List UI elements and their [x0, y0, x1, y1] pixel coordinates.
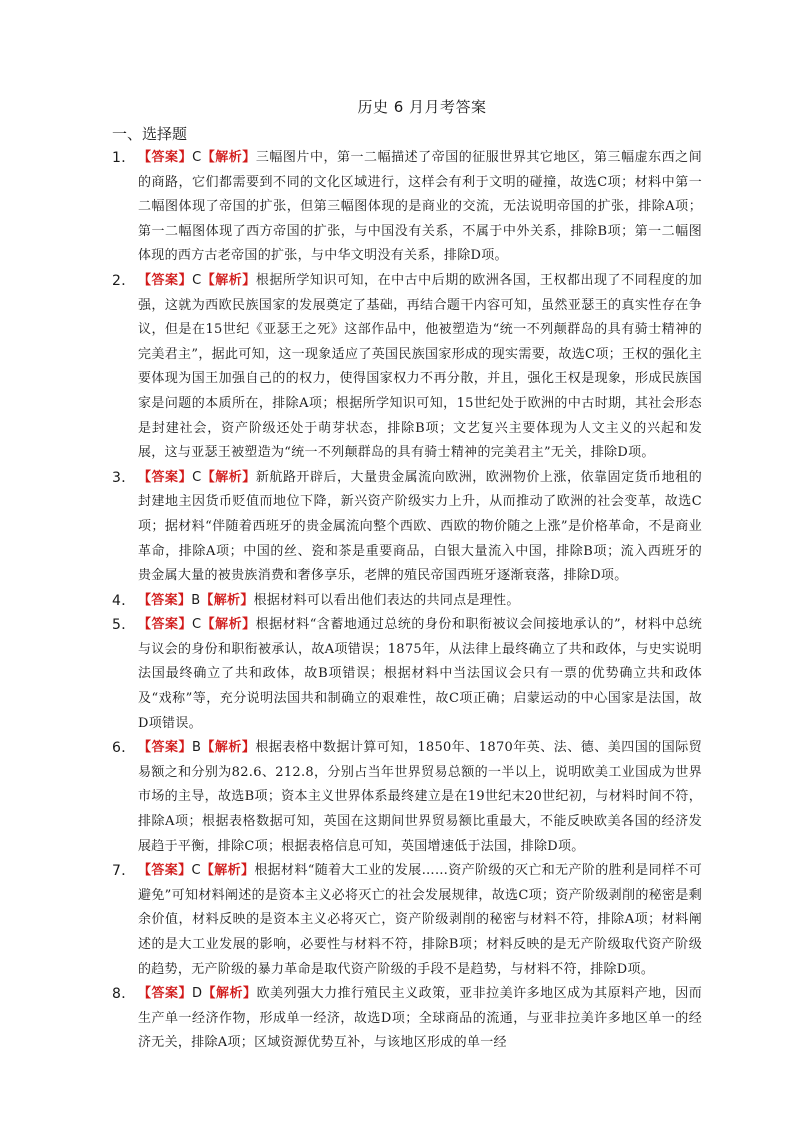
- answer-item: [112, 859, 702, 982]
- analysis-tag: 【解析】: [201, 272, 256, 288]
- answer-choice: C: [191, 863, 201, 879]
- analysis-text: 欧美列强大力推行殖民主义政策，亚非拉美许多地区成为其原料产地，因而生产单一经济作物，形成单一经济，故选D项；全球商品的流通，与亚非拉美许多地区单一的经济无关，排除A项；区域资源优势互补，与该地区形成的单一经: [138, 986, 703, 1051]
- answer-choice: C: [192, 150, 202, 165]
- analysis-tag: 【解析】: [200, 592, 254, 608]
- analysis-tag: 【解析】: [200, 863, 255, 879]
- answer-tag: 【答案】: [138, 469, 193, 485]
- analysis-tag: 【解析】: [201, 469, 256, 485]
- answer-item: [112, 613, 702, 736]
- question-number: 6．: [112, 740, 136, 757]
- question-number: 3．: [112, 469, 136, 486]
- question-number: 4．: [112, 592, 136, 609]
- analysis-text: 根据表格中数据计算可知，1850年、1870年英、法、德、美四国的国际贸易额之和分别为82.6、212.8，分别占当年世界贸易总额的一半以上，说明欧美工业国成为世界市场的主导，故选B项；资本主义世界体系最终建立是在19世纪末20世纪初，与材料时间不符，排除A项；根据表格数据可知，英国在这期间世界贸易额比重最大，不能反映欧美各国的经济发展趋于平衡，排除C项；根据表格信息可知，英国增速低于法国，排除D项。: [138, 740, 703, 854]
- section-heading: 一、选择题: [112, 125, 188, 143]
- analysis-text: 三幅图片中，第一二幅描述了帝国的征服世界其它地区，第三幅虚东西之间的商路，它们都需要到不同的文化区域进行，这样会有利于文明的碰撞，故选C项；材料中第一二幅图体现了帝国的扩张，但第三幅图体现的是商业的交流，无法说明帝国的扩张，排除A项；第一二幅图体现了西方帝国的扩张，与中国没有关系，不属于中外关系，排除B项；第一二幅图体现的西方古老帝国的扩张，与中华文明没有关系，排除D项。: [138, 150, 702, 264]
- analysis-text: 根据材料可以看出他们表达的共同点是理性。: [253, 592, 520, 608]
- answer-tag: 【答案】: [138, 863, 192, 879]
- answer-choice: D: [192, 986, 203, 1002]
- answer-tag: 【答案】: [138, 150, 193, 165]
- question-number: 5．: [112, 617, 136, 634]
- analysis-text: 根据材料“随着大工业的发展……资产阶级的灭亡和无产阶的胜利是同样不可避免”可知材料阐述的是资本主义必将灭亡的社会发展规律，故选C项；资产阶级剥削的秘密是剩余价值，材料反映的是资本主义必将灭亡，资产阶级剥削的秘密与材料不符，排除A项；材料阐述的是大工业发展的影响，必要性与材料不符，排除B项；材料反映的是无产阶级取代资产阶级的趋势，无产阶级的暴力革命是取代资产阶级的手段不是趋势，与材料不符，排除D项。: [138, 863, 703, 977]
- analysis-text: 根据所学知识可知，在中古中后期的欧洲各国，王权都出现了不同程度的加强，这就为西欧民族国家的发展奠定了基础，再结合题干内容可知，虽然亚瑟王的真实性存在争议，但是在15世纪《亚瑟王之死》这部作品中，他被塑造为“统一不列颠群岛的具有骑士精神的完美君主”，据此可知，这一现象适应了英国民族国家形成的现实需要，故选C项；王权的强化主要体现为国王加强自己的的权力，使得国家权力不再分散，并且，强化王权是现象，形成民族国家是问题的本质所在，排除A项；根据所学知识可知，15世纪处于欧洲的中古时期，其社会形态是封建社会，资产阶级还处于萌芽状态，排除B项；文艺复兴主要体现为人文主义的兴起和发展，这与亚瑟王被塑造为“统一不列颠群岛的具有骑士精神的完美君主”无关，排除D项。: [138, 272, 702, 461]
- question-number: 2．: [112, 272, 136, 289]
- answer-item: [112, 589, 702, 614]
- answer-tag: 【答案】: [138, 740, 192, 756]
- answer-item: [112, 146, 702, 269]
- answer-choice: C: [192, 272, 202, 288]
- answer-item: [112, 269, 702, 466]
- analysis-tag: 【解析】: [201, 617, 256, 633]
- question-number: 1．: [112, 150, 136, 166]
- question-number: 7．: [112, 863, 136, 880]
- answer-item: [112, 982, 702, 1056]
- answer-choice: C: [192, 617, 202, 633]
- analysis-text: 根据材料“含蓄地通过总统的身份和职衔被议会间接地承认的”，材料中总统与议会的身份和职衔被承认，故A项错误；1875年，从法律上最终确立了共和政体，与史实说明法国最终确立了共和政体，故B项错误；根据材料中当法国议会只有一票的优势确立共和政体及“戏称”等，充分说明法国共和制确立的艰难性，故C项正确；启蒙运动的中心国家是法国，故D项错误。: [138, 617, 703, 731]
- answer-tag: 【答案】: [138, 592, 192, 608]
- answer-choice: C: [192, 469, 202, 485]
- answer-choice: B: [191, 592, 201, 608]
- answer-tag: 【答案】: [138, 617, 193, 633]
- analysis-text: 新航路开辟后，大量贵金属流向欧洲，欧洲物价上涨，依靠固定货币地租的封建地主因货币贬值而地位下降，新兴资产阶级实力上升，从而推动了欧洲的社会变革，故选C项；据材料“伴随着西班牙的贵金属流向整个西欧、西欧的物价随之上涨”是价格革命，不是商业革命，排除A项；中国的丝、瓷和茶是重要商品，白银大量流入中国，排除B项；流入西班牙的贵金属大量的被贵族消费和奢侈享乐，老牌的殖民帝国西班牙逐渐衰落，排除D项。: [138, 469, 702, 584]
- answer-item: [112, 736, 702, 859]
- answer-choice: B: [191, 740, 202, 756]
- page-title: 历史 6 月月考答案: [357, 98, 487, 116]
- analysis-tag: 【解析】: [201, 150, 256, 165]
- answer-tag: 【答案】: [138, 986, 193, 1002]
- answer-item: [112, 466, 702, 589]
- question-list: [112, 146, 702, 1056]
- answer-tag: 【答案】: [138, 272, 193, 288]
- analysis-tag: 【解析】: [202, 986, 257, 1002]
- question-number: 8．: [112, 986, 136, 1003]
- analysis-tag: 【解析】: [201, 740, 256, 756]
